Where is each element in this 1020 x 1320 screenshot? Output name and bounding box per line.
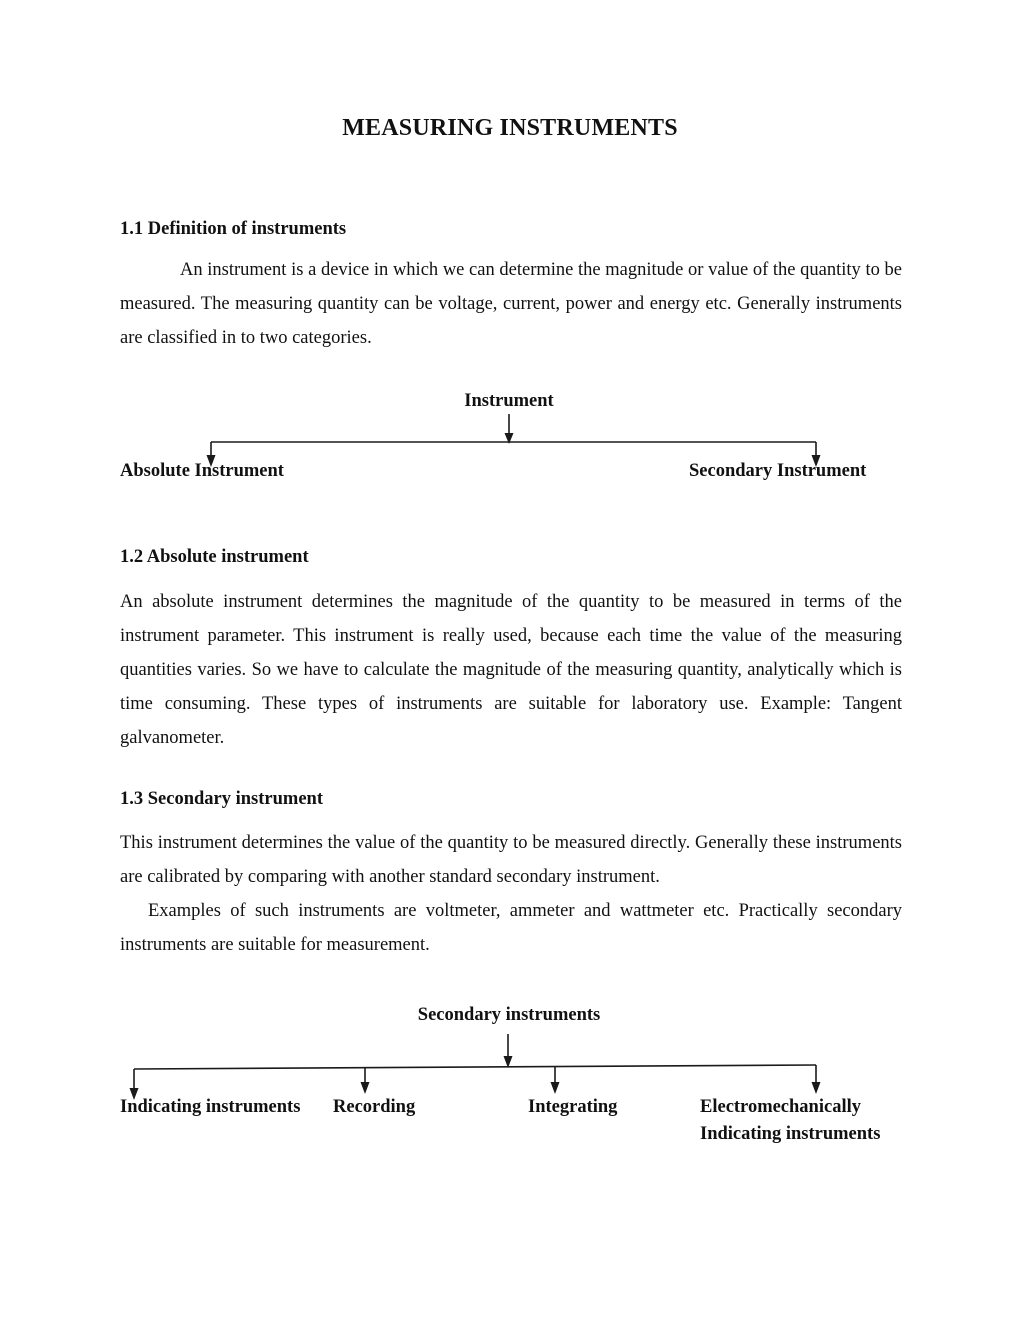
section-1-2 — [120, 546, 902, 755]
diagram1-root-label: Instrument — [464, 391, 554, 411]
diagram2-branch-arrowhead-2 — [361, 1082, 370, 1094]
diagram2-horizontal-bar — [134, 1065, 816, 1069]
section-paragraph-1-3-a: This instrument determines the value of the quantity to be measured directly. Generally these instruments are calibrated by comparing with another standard secondary instrument. — [120, 833, 902, 888]
diagram2-branch-label-recording: Recording — [333, 1097, 416, 1117]
section-1-1 — [120, 218, 902, 355]
diagram2-branch-label-indicating: Indicating instruments — [120, 1097, 301, 1117]
section-heading-1-1: 1.1 Definition of instruments — [120, 219, 347, 239]
page-title: MEASURING INSTRUMENTS — [342, 115, 678, 141]
diagram-instrument-classification — [0, 388, 1020, 498]
diagram2-branch-label-electromechanically-line2: Indicating instruments — [700, 1124, 881, 1144]
diagram1-branch-label-secondary: Secondary Instrument — [689, 461, 867, 481]
diagram2-branch-label-integrating: Integrating — [528, 1097, 618, 1117]
section-1-3 — [120, 788, 902, 962]
section-heading-1-3: 1.3 Secondary instrument — [120, 789, 323, 809]
section-heading-1-2: 1.2 Absolute instrument — [120, 547, 309, 567]
diagram-secondary-instruments — [0, 1002, 1020, 1152]
diagram2-root-label: Secondary instruments — [417, 1005, 601, 1025]
section-paragraph-1-1: An instrument is a device in which we can determine the magnitude or value of the quantity to be measured. The measuring quantity can be voltage, current, power and energy etc. Generally instruments are classified in to two categories. — [120, 260, 902, 349]
diagram2-branch-arrowhead-3 — [551, 1082, 560, 1094]
section-paragraph-1-3-b: Examples of such instruments are voltmeter, ammeter and wattmeter etc. Practically secondary instruments are suitable for measurement. — [120, 901, 902, 956]
diagram1-branch-label-absolute: Absolute Instrument — [120, 461, 284, 481]
diagram2-branch-arrowhead-4 — [812, 1082, 821, 1094]
diagram2-branch-label-electromechanically-line1: Electromechanically — [700, 1097, 861, 1117]
diagram2-branch-label-electromechanically — [700, 1094, 880, 1148]
section-paragraph-1-2: An absolute instrument determines the magnitude of the quantity to be measured in terms of the instrument parameter. This instrument is really used, because each time the value of the measuring quantities varies. So we have to calculate the magnitude of the measuring quantity, analytically which is time consuming. These types of instruments are suitable for laboratory use. Example: Tangent galvanometer. — [120, 592, 902, 749]
